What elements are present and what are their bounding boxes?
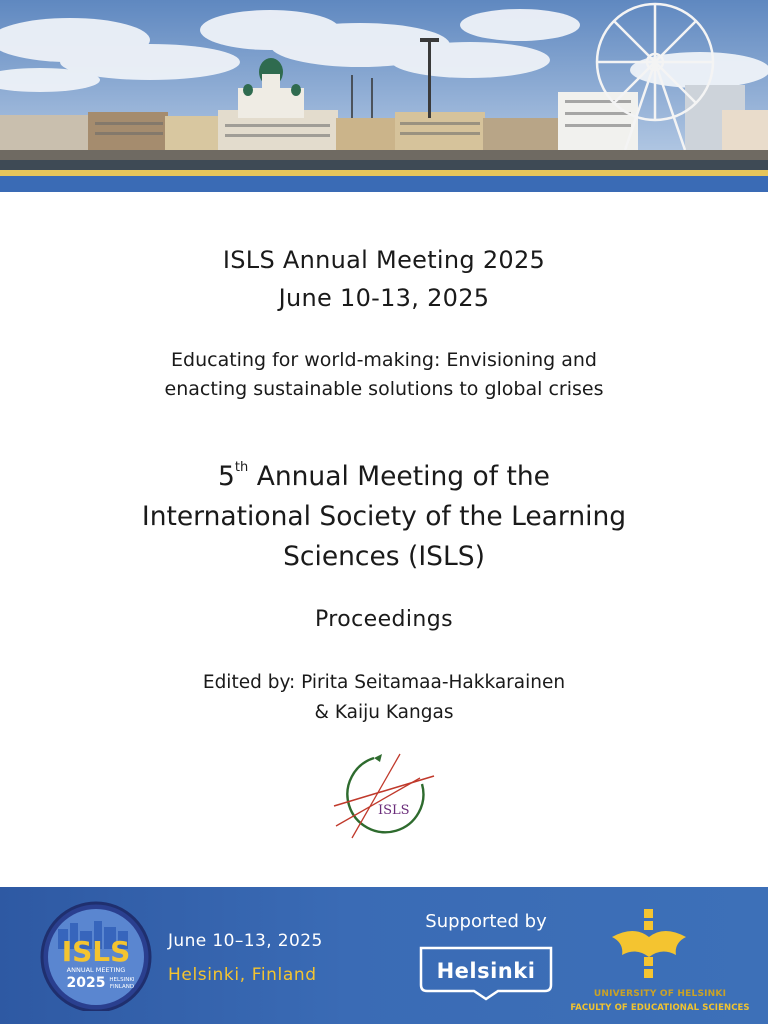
ordinal-suffix: th bbox=[234, 460, 249, 475]
isls-logo-text: ISLS bbox=[378, 803, 410, 818]
editors-line-2: & Kaiju Kangas bbox=[314, 702, 454, 723]
main-title-line-3: Sciences (ISLS) bbox=[283, 540, 485, 572]
header-photo-helsinki-skyline bbox=[0, 0, 768, 192]
university-of-helsinki-logo bbox=[604, 907, 694, 985]
isls-logo-arc bbox=[347, 758, 423, 832]
conference-theme bbox=[0, 346, 768, 404]
proceedings-main-title bbox=[0, 452, 768, 577]
proceedings-label: Proceedings bbox=[315, 607, 453, 632]
footer-location: Helsinki, Finland bbox=[168, 965, 317, 985]
supported-by-label: Supported by bbox=[425, 911, 547, 932]
isls-logo-arrow bbox=[374, 754, 382, 762]
main-title-line-1 bbox=[0, 452, 768, 497]
badge-year: 2025 bbox=[66, 975, 106, 991]
university-name: UNIVERSITY OF HELSINKI bbox=[593, 989, 727, 999]
theme-line-2: enacting sustainable solutions to global crises bbox=[164, 378, 604, 400]
main-title-line-2: International Society of the Learning bbox=[141, 500, 627, 532]
badge-title: ISLS bbox=[61, 935, 131, 968]
isls-2025-badge bbox=[36, 901, 156, 1011]
footer-dates: June 10–13, 2025 bbox=[168, 931, 323, 951]
isls-logo bbox=[330, 748, 438, 842]
footer-banner bbox=[0, 887, 768, 1024]
helsinki-logo-text: Helsinki bbox=[436, 959, 536, 983]
badge-city-line-2: FINLAND bbox=[109, 984, 135, 990]
main-title-line-1-rest: Annual Meeting of the bbox=[248, 460, 550, 492]
theme-line-1: Educating for world-making: Envisioning and bbox=[171, 349, 597, 371]
ordinal-number: 5 bbox=[218, 460, 235, 492]
faculty-name: FACULTY OF EDUCATIONAL SCIENCES bbox=[570, 1003, 750, 1013]
meeting-dates: June 10-13, 2025 bbox=[278, 284, 490, 312]
meeting-title: ISLS Annual Meeting 2025 bbox=[222, 246, 546, 274]
editors bbox=[0, 668, 768, 728]
badge-city-line-1: HELSINKI bbox=[109, 977, 135, 983]
editors-line-1: Edited by: Pirita Seitamaa-Hakkarainen bbox=[202, 672, 566, 693]
badge-annual-meeting: ANNUAL MEETING bbox=[66, 966, 126, 974]
